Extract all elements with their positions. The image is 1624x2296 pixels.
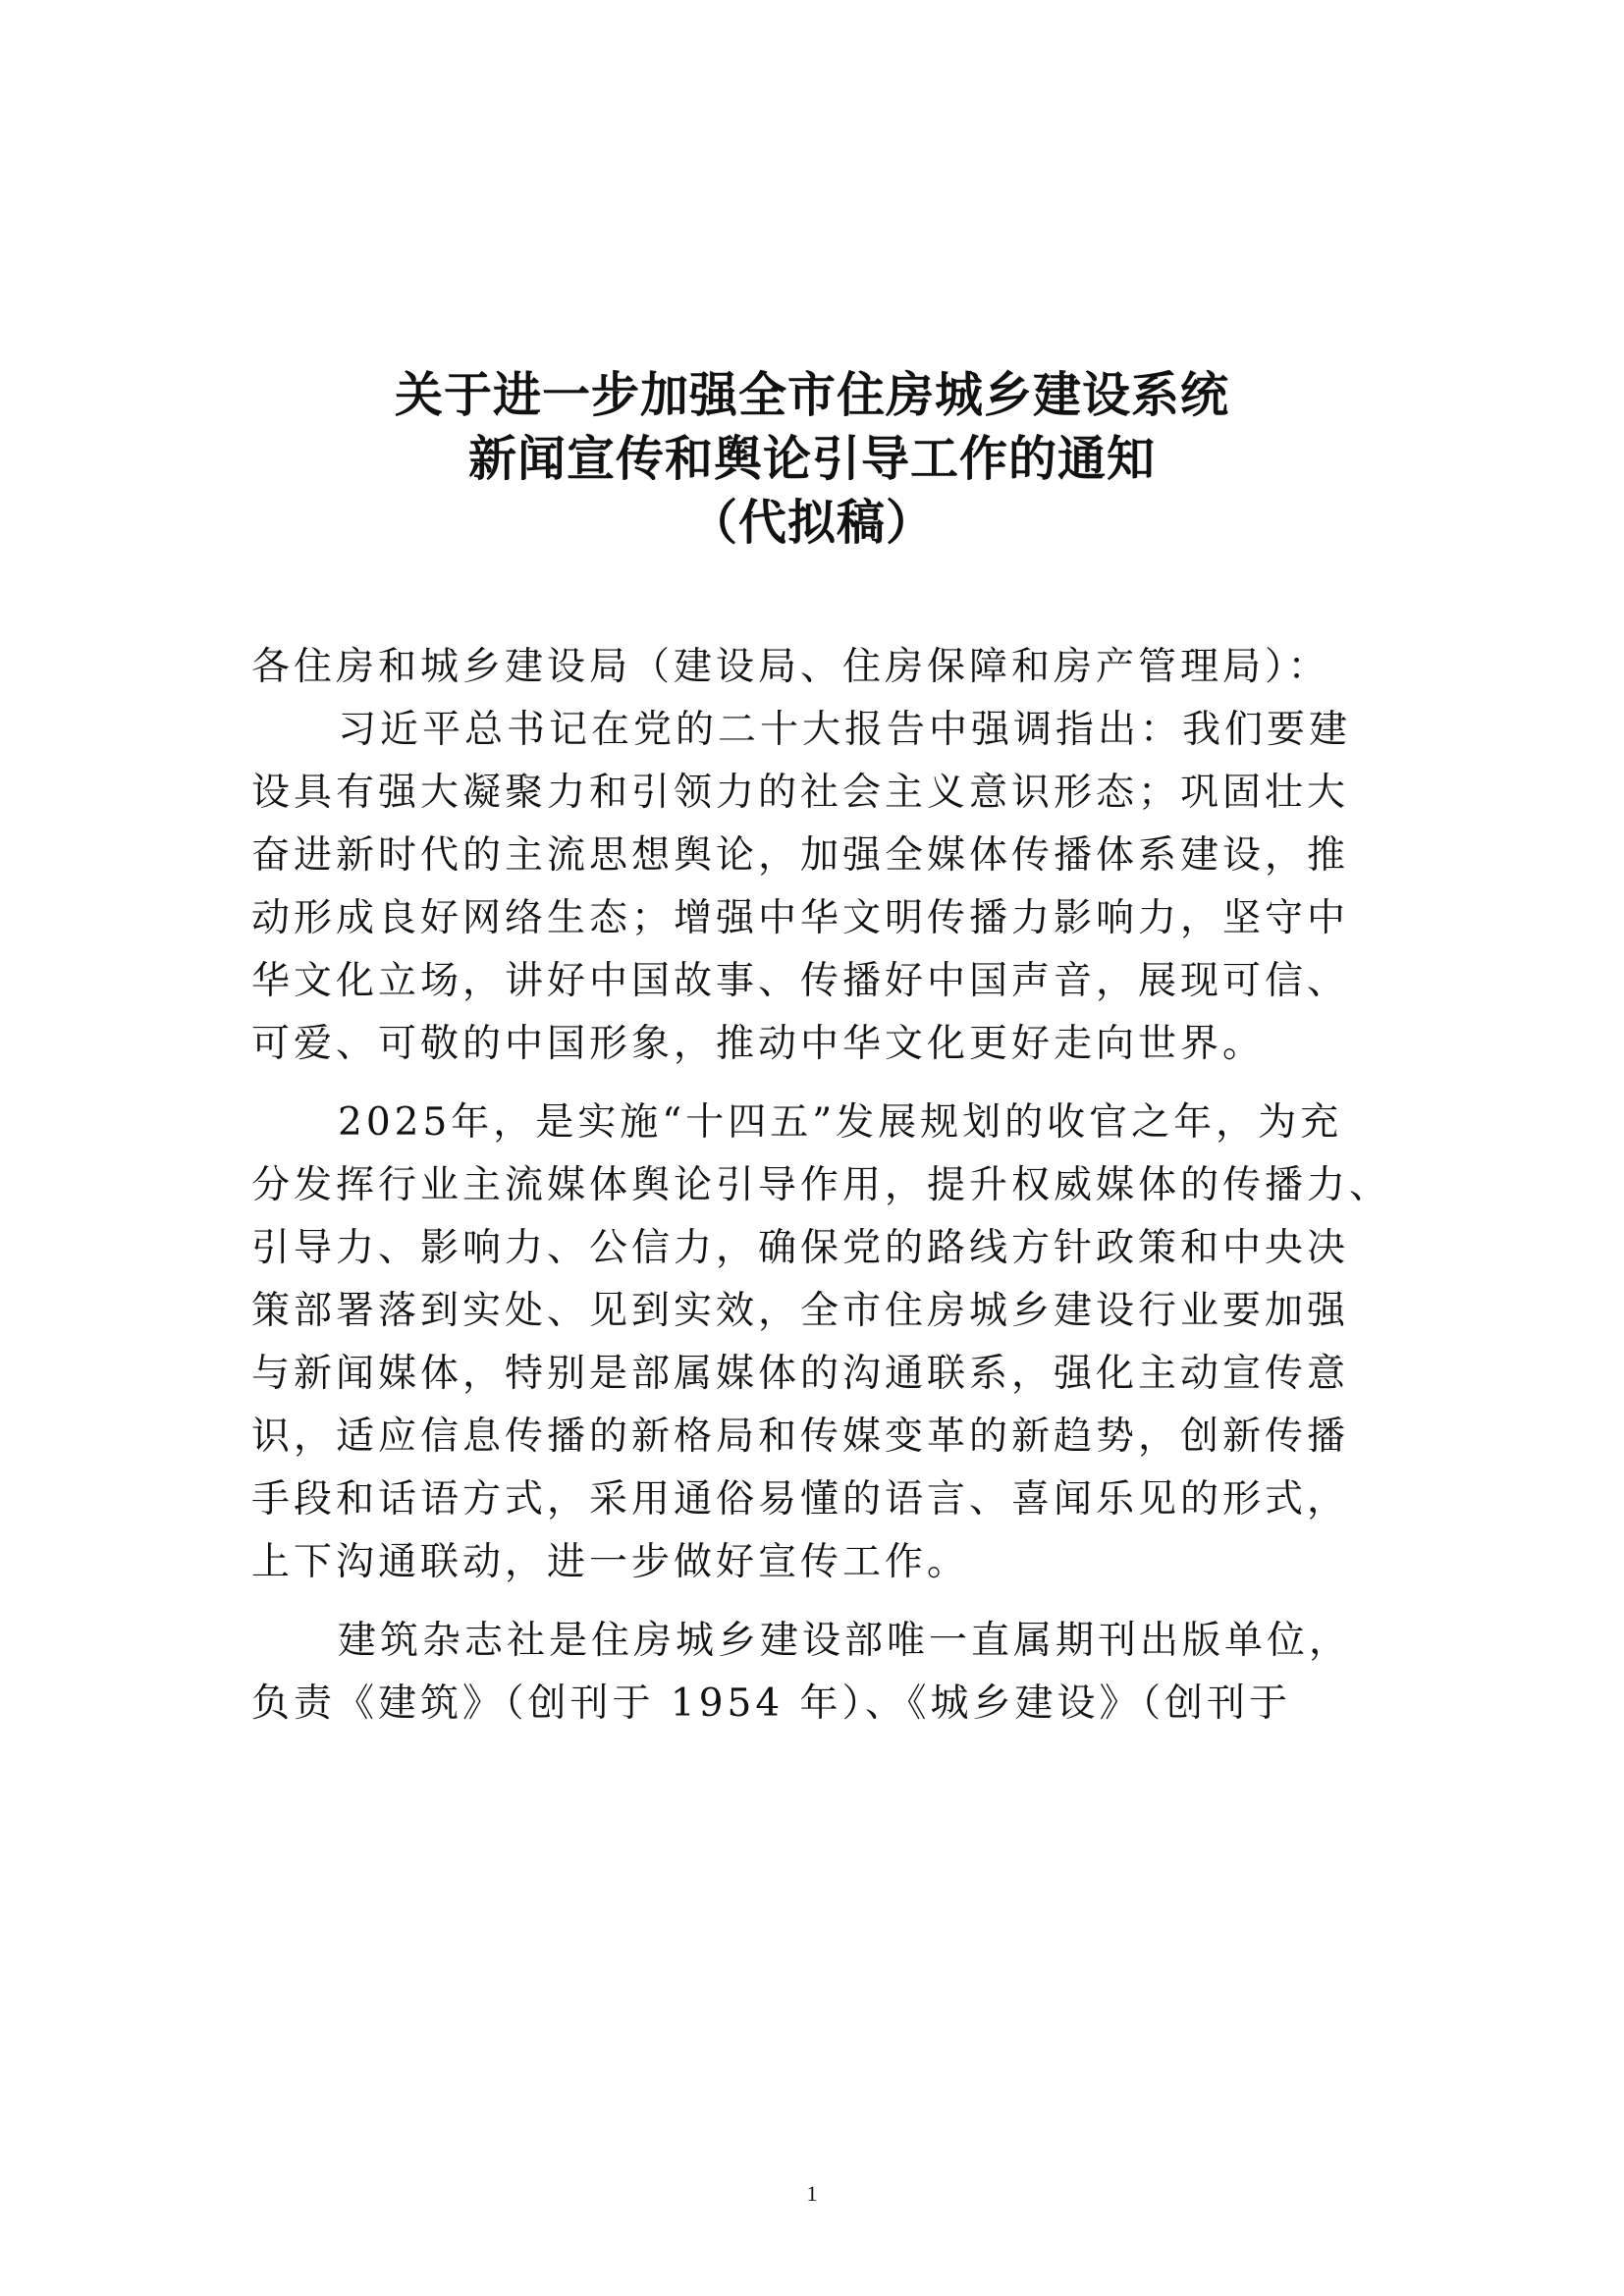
paragraph-line: 建筑杂志社是住房城乡建设部唯一直属期刊出版单位， <box>338 1619 1352 1663</box>
page-number: 1 <box>806 2181 818 2206</box>
paragraph-line: 可爱、可敬的中国形象，推动中华文化更好走向世界。 <box>251 1022 1266 1066</box>
paragraph-line: 与新闻媒体，特别是部属媒体的沟通联系，强化主动宣传意 <box>251 1352 1350 1396</box>
document-title <box>0 363 1624 555</box>
paragraph-line: 负责《建筑》（创刊于 1954 年）、《城乡建设》（创刊于 <box>251 1682 1292 1726</box>
paragraph-line: 动形成良好网络生态；增强中华文明传播力影响力，坚守中 <box>251 896 1350 940</box>
paragraph-line: 识，适应信息传播的新格局和传媒变革的新趋势，创新传播 <box>251 1415 1350 1459</box>
paragraph-line: 习近平总书记在党的二十大报告中强调指出：我们要建 <box>338 708 1352 752</box>
paragraph-2 <box>251 1092 1390 1594</box>
title-line-1: 关于进一步加强全市住房城乡建设系统 <box>394 366 1229 423</box>
paragraph-line: 引导力、影响力、公信力，确保党的路线方针政策和中央决 <box>251 1226 1350 1270</box>
paragraph-line: 华文化立场，讲好中国故事、传播好中国声音，展现可信、 <box>251 959 1350 1003</box>
paragraph-line: 设具有强大凝聚力和引领力的社会主义意识形态；巩固壮大 <box>251 771 1350 815</box>
title-line-2: 新闻宣传和舆论引导工作的通知 <box>467 430 1156 487</box>
paragraph-line: 策部署落到实处、见到实效，全市住房城乡建设行业要加强 <box>251 1289 1350 1333</box>
paragraph-line: 2025年，是实施“十四五”发展规划的收官之年，为充 <box>338 1100 1343 1145</box>
paragraph-line: 手段和话语方式，采用通俗易懂的语言、喜闻乐见的形式， <box>251 1477 1350 1522</box>
salutation: 各住房和城乡建设局（建设局、住房保障和房产管理局）： <box>251 645 1330 689</box>
document-body <box>251 636 1390 1735</box>
paragraph-3 <box>251 1610 1390 1735</box>
paragraph-line: 分发挥行业主流媒体舆论引导作用，提升权威媒体的传播力、 <box>251 1163 1392 1207</box>
paragraph-line: 奋进新时代的主流思想舆论，加强全媒体传播体系建设，推 <box>251 833 1350 878</box>
paragraph-line: 上下沟通联动，进一步做好宣传工作。 <box>251 1540 970 1584</box>
paragraph-1 <box>251 699 1390 1076</box>
title-line-3: （代拟稿） <box>688 494 935 551</box>
